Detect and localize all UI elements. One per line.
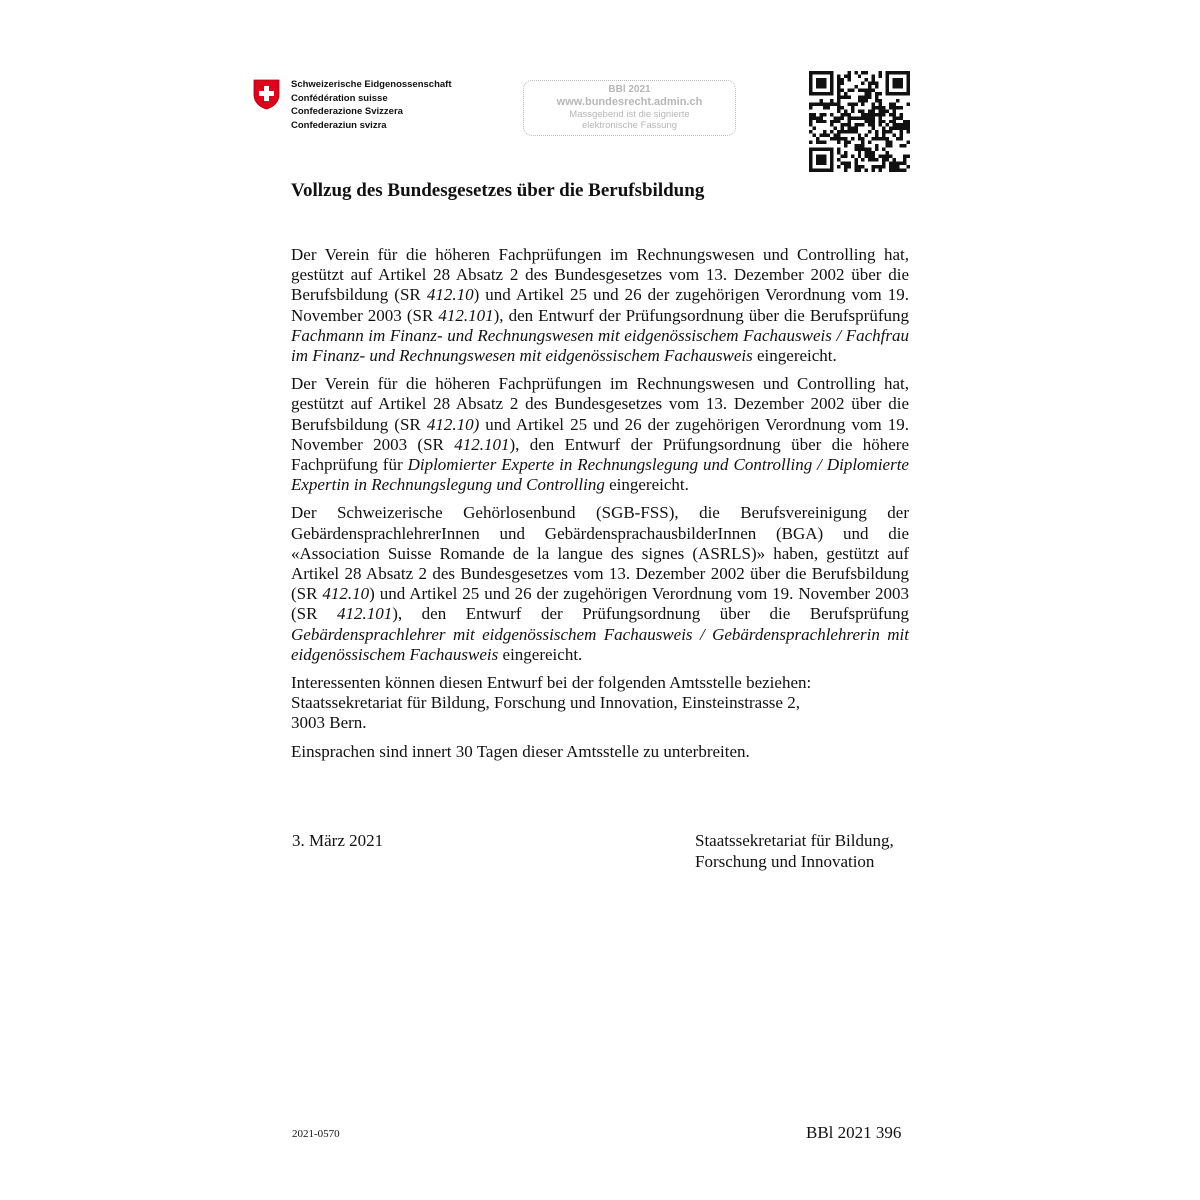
exam-title: Gebärdensprachlehrer mit eidgenössischem Fachausweis / Gebärdensprachlehrerin mit eidgenössischem Fachausweis [291,624,909,664]
paragraph-text: Der Verein für die höheren Fachprüfungen im Rechnungswesen und Controlling hat, gestützt auf Artikel 28 Absatz 2 des Bundesgesetzes vom 13. Dezember 2002 über die Berufsbildung (SR [291,374,909,434]
paragraph-text: Der Schweizerische Gehörlosenbund (SGB-FSS), die Berufsvereinigung der GebärdensprachlehrerInnen und GebärdensprachausbilderInnen (BGA) und die «Association Suisse Romande de la langue des signes (ASRLS)» haben, gestützt auf Artikel 28 Absatz 2 des Bundesgesetzes vom 13. Dezember 2002 über die Berufsbildung (SR [291,503,909,604]
sr-reference: 412.10) [426,414,480,434]
sr-reference: 412.101 [438,305,494,325]
sr-reference: 412.10 [426,285,474,305]
stamp-title: BBl 2021 [608,84,651,95]
qr-code-icon[interactable] [809,71,910,172]
publication-stamp [523,80,736,136]
paragraph-text: ), den Entwurf der Prüfungsordnung über die Berufsprüfung [392,604,909,624]
paragraph-text: ), den Entwurf der Prüfungsordnung über die Berufsprüfung [493,305,909,325]
document-date: 3. März 2021 [292,831,384,850]
paragraph-text: ) und Artikel 25 und 26 der zugehörigen Verordnung vom 19. November 2003 (SR [291,584,909,624]
paragraph-text: eingereicht. [752,346,837,366]
paragraph-experte [291,374,909,495]
sr-reference: 412.101 [336,604,393,624]
authority-line-rm: Confederaziun svizra [291,119,387,131]
paragraph-text: eingereicht. [604,475,689,495]
stamp-note-2: elektronische Fassung [581,120,678,131]
exam-title: Diplomierter Experte in Rechnungslegung und Controlling / Diplomierte Expertin in Rechnungslegung und Controlling [291,455,909,495]
paragraph-text: und Artikel 25 und 26 der zugehörigen Verordnung vom 19. November 2003 (SR [291,414,909,454]
contact-city: 3003 Bern. [291,713,367,733]
contact-address: Staatssekretariat für Bildung, Forschung und Innovation, Einsteinstrasse 2, [291,693,800,713]
authority-line-it: Confederazione Svizzera [291,106,403,117]
stamp-note-1: Massgebend ist die signierte [569,109,690,120]
document-body [291,245,909,770]
signature-block [695,831,894,872]
page-title: Vollzug des Bundesgesetzes über die Berufsbildung [291,180,705,201]
federal-authority-name [291,78,452,132]
publication-reference: BBl 2021 396 [806,1123,902,1142]
authority-line-fr: Confédération suisse [291,92,388,104]
contact-line: Interessenten können diesen Entwurf bei der folgenden Amtsstelle beziehen: [291,673,812,693]
stamp-url[interactable]: www.bundesrecht.admin.ch [556,96,703,108]
paragraph-gebaerden [291,503,909,665]
paragraph-objections: Einsprachen sind innert 30 Tagen dieser Amtsstelle zu unterbreiten. [291,741,750,761]
document-number: 2021-0570 [292,1128,340,1140]
paragraph-text: eingereicht. [498,644,583,664]
paragraph-contact [291,673,909,734]
signature-line-1: Staatssekretariat für Bildung, [695,831,894,850]
authority-line-de: Schweizerische Eidgenossenschaft [291,79,452,90]
exam-title: Fachmann im Finanz- und Rechnungswesen mit eidgenössischem Fachausweis / Fachfrau im Finanz- und Rechnungswesen mit eidgenössischem Fachausweis [291,325,909,366]
signature-line-2: Forschung und Innovation [695,851,875,871]
paragraph-text: ), den Entwurf der Prüfungsordnung über die höhere Fachprüfung für [291,434,909,475]
swiss-cross-icon [253,79,280,110]
sr-reference: 412.10 [322,584,370,604]
paragraph-fachmann [291,245,909,366]
paragraph-text: ) und Artikel 25 und 26 der zugehörigen Verordnung vom 19. November 2003 (SR [291,285,909,325]
paragraph-text: Der Verein für die höheren Fachprüfungen im Rechnungswesen und Controlling hat, gestützt auf Artikel 28 Absatz 2 des Bundesgesetzes vom 13. Dezember 2002 über die Berufsbildung (SR [291,245,909,305]
sr-reference: 412.101 [454,434,510,454]
